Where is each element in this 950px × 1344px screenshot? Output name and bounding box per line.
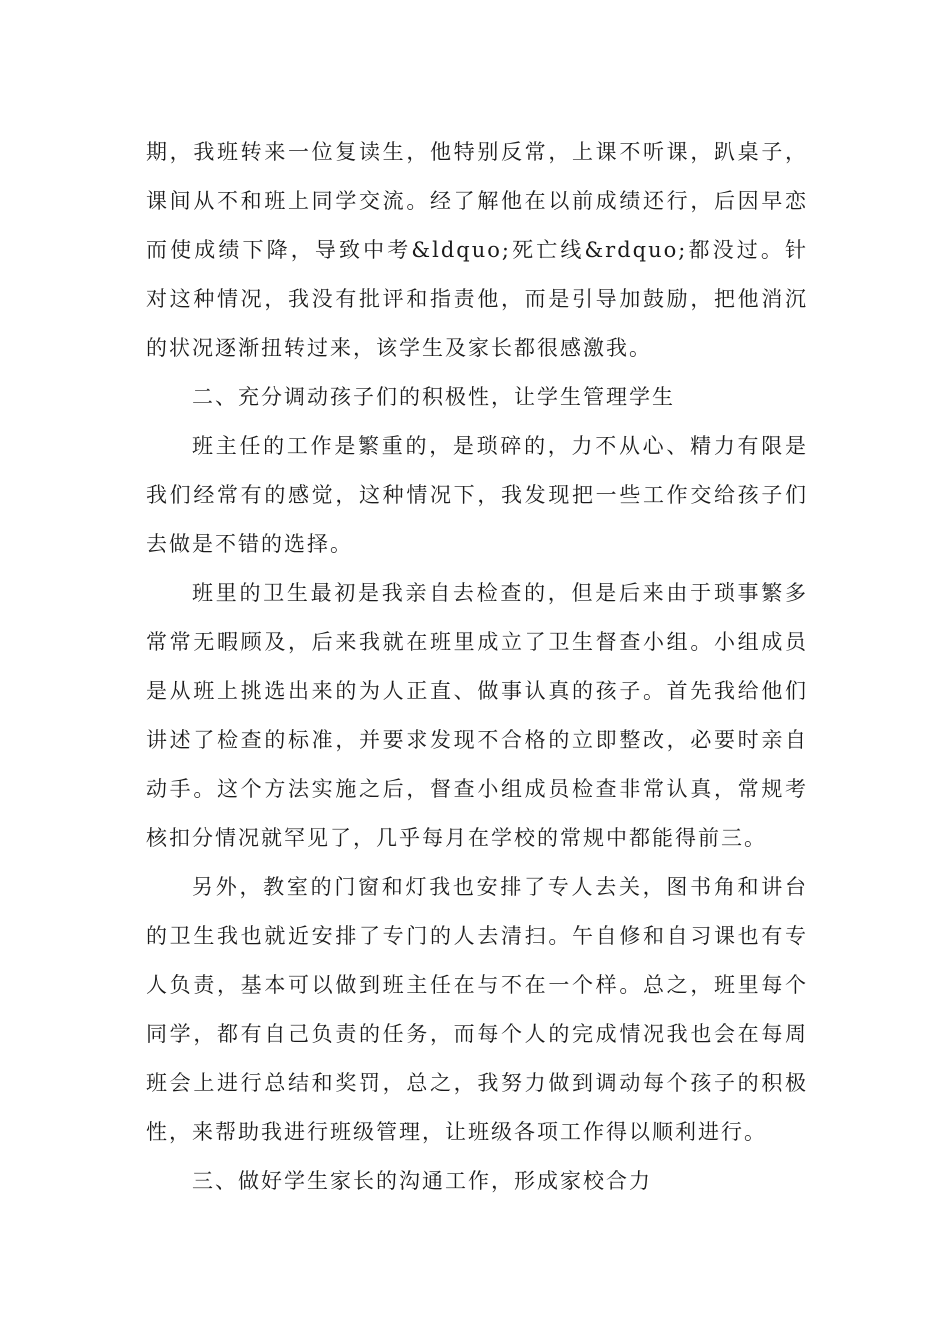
document-body bbox=[146, 128, 808, 1206]
paragraph-4: 另外，教室的门窗和灯我也安排了专人去关，图书角和讲台的卫生我也就近安排了专门的人去清扫。午自修和自习课也有专人负责，基本可以做到班主任在与不在一个样。总之，班里每个同学，都有自己负责的任务，而每个人的完成情况我也会在每周班会上进行总结和奖罚，总之，我努力做到调动每个孩子的积极性，来帮助我进行班级管理，让班级各项工作得以顺利进行。 bbox=[146, 875, 808, 1144]
paragraph-1: 期，我班转来一位复读生，他特别反常，上课不听课，趴桌子，课间从不和班上同学交流。经了解他在以前成绩还行，后因早恋而使成绩下降，导致中考&ldquo;死亡线&rdquo;都没过。针对这种情况，我没有批评和指责他，而是引导加鼓励，把他消沉的状况逐渐扭转过来，该学生及家长都很感激我。 bbox=[146, 140, 808, 360]
section-heading-3: 三、做好学生家长的沟通工作，形成家校合力 bbox=[192, 1169, 652, 1193]
section-heading-2: 二、充分调动孩子们的积极性，让学生管理学生 bbox=[192, 385, 675, 409]
paragraph-2: 班主任的工作是繁重的，是琐碎的，力不从心、精力有限是我们经常有的感觉，这种情况下，我发现把一些工作交给孩子们去做是不错的选择。 bbox=[146, 434, 808, 556]
paragraph-3: 班里的卫生最初是我亲自去检查的，但是后来由于琐事繁多常常无暇顾及，后来我就在班里成立了卫生督查小组。小组成员是从班上挑选出来的为人正直、做事认真的孩子。首先我给他们讲述了检查的标准，并要求发现不合格的立即整改，必要时亲自动手。这个方法实施之后，督查小组成员检查非常认真，常规考核扣分情况就罕见了，几乎每月在学校的常规中都能得前三。 bbox=[146, 581, 808, 850]
